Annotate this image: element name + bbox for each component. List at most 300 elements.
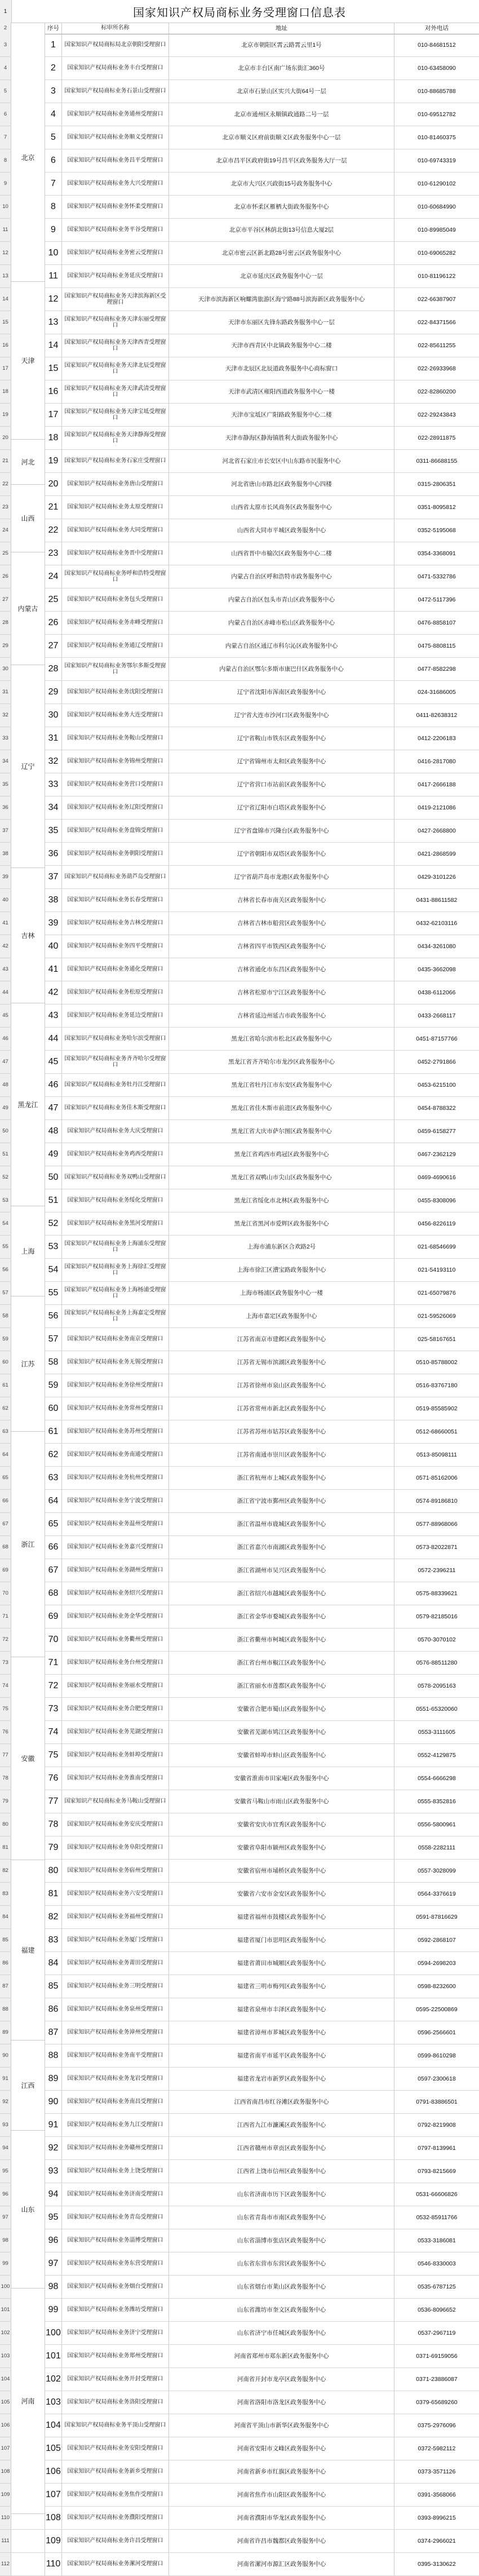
table-row xyxy=(0,889,479,912)
phone-cell: 0454-8788322 xyxy=(418,1104,456,1112)
address-cell: 上海市杨浦区政务服务中心一楼 xyxy=(169,1282,394,1304)
phone-cell: 0379-65689260 xyxy=(416,2398,458,2406)
table-row xyxy=(0,496,479,519)
seq-cell: 108 xyxy=(45,2507,62,2529)
name-cell: 国家知识产权局商标业务淮南受理窗口 xyxy=(62,1767,169,1790)
seq-cell: 15 xyxy=(45,357,62,380)
seq-cell: 14 xyxy=(45,334,62,357)
province-cell xyxy=(11,2530,45,2552)
phone-cell: 0435-3662098 xyxy=(418,966,456,973)
address-cell: 山东省潍坊市奎文区政务服务中心 xyxy=(169,2299,394,2321)
name-cell: 国家知识产权局商标业务密云受理窗口 xyxy=(62,242,169,264)
table-row xyxy=(0,2299,479,2322)
name-cell: 国家知识产权局商标业务朝阳受理窗口 xyxy=(62,843,169,865)
address-cell: 上海市徐汇区漕宝路政务服务中心 xyxy=(169,1259,394,1281)
seq-cell: 24 xyxy=(45,565,62,588)
phone-cell: 021-59526069 xyxy=(418,1312,456,1320)
address-cell: 山西省太原市长风商务区政务服务中心 xyxy=(169,496,394,519)
table-row xyxy=(0,1305,479,1328)
name-cell: 国家知识产权局商标业务宿州受理窗口 xyxy=(62,1860,169,1882)
seq-cell: 34 xyxy=(45,796,62,819)
phone-cell: 0456-8226119 xyxy=(418,1220,456,1227)
name-cell: 国家知识产权局商标局北京朝阳受理窗口 xyxy=(62,34,169,56)
table-row xyxy=(0,288,479,311)
seq-cell: 48 xyxy=(45,1120,62,1143)
phone-cell: 0573-82022871 xyxy=(416,1543,458,1551)
row-number: 100 xyxy=(0,2276,11,2298)
phone-cell: 0595-22500869 xyxy=(416,2006,458,2013)
table-row xyxy=(0,1952,479,1975)
row-number: 102 xyxy=(0,2322,11,2344)
seq-cell: 85 xyxy=(45,1975,62,1998)
province-group: 上海 xyxy=(11,1206,45,1296)
address-cell: 河南省安阳市文峰区政务服务中心 xyxy=(169,2437,394,2460)
phone-cell: 0438-6112066 xyxy=(418,989,456,996)
seq-cell: 51 xyxy=(45,1189,62,1212)
table-row xyxy=(0,519,479,542)
name-cell: 国家知识产权局商标业务怀柔受理窗口 xyxy=(62,196,169,218)
seq-cell: 36 xyxy=(45,843,62,865)
table-row xyxy=(0,1929,479,1952)
row-number: 1 xyxy=(0,0,12,23)
name-cell: 国家知识产权局商标业务三明受理窗口 xyxy=(62,1975,169,1998)
name-cell: 国家知识产权局商标业务福州受理窗口 xyxy=(62,1906,169,1928)
address-cell: 辽宁省葫芦岛市龙港区政务服务中心 xyxy=(169,866,394,888)
phone-cell: 0476-8858107 xyxy=(418,619,456,626)
name-cell: 国家知识产权局商标业务嘉兴受理窗口 xyxy=(62,1536,169,1559)
name-cell: 国家知识产权局商标业务哈尔滨受理窗口 xyxy=(62,1028,169,1050)
phone-cell: 0599-8610298 xyxy=(418,2052,456,2059)
phone-cell: 025-58167651 xyxy=(418,1335,456,1343)
name-cell: 国家知识产权局商标业务葫芦岛受理窗口 xyxy=(62,866,169,888)
name-cell: 国家知识产权局商标业务上海嘉定受理窗口 xyxy=(62,1305,169,1327)
name-cell: 国家知识产权局商标业务沈阳受理窗口 xyxy=(62,681,169,703)
row-number: 20 xyxy=(0,427,11,449)
address-cell: 福建省龙岩市新罗区政务服务中心 xyxy=(169,2068,394,2090)
phone-cell: 0537-2967119 xyxy=(418,2329,456,2336)
row-number: 47 xyxy=(0,1051,11,1073)
address-cell: 河南省濮阳市华龙区政务服务中心 xyxy=(169,2507,394,2529)
address-cell: 安徽省合肥市蜀山区政务服务中心 xyxy=(169,1698,394,1720)
seq-cell: 21 xyxy=(45,496,62,519)
seq-cell: 27 xyxy=(45,635,62,657)
phone-cell: 021-65079876 xyxy=(418,1289,456,1296)
seq-cell: 11 xyxy=(45,265,62,287)
name-cell: 国家知识产权局商标业务赣州受理窗口 xyxy=(62,2137,169,2159)
address-cell: 内蒙古自治区包头市青山区政务服务中心 xyxy=(169,588,394,611)
row-number: 13 xyxy=(0,265,11,287)
table-row xyxy=(0,1652,479,1675)
phone-cell: 0419-2121086 xyxy=(418,804,456,811)
name-cell: 国家知识产权局商标业务大兴受理窗口 xyxy=(62,172,169,195)
row-number: 112 xyxy=(0,2553,11,2575)
table-row xyxy=(0,1259,479,1282)
row-number: 39 xyxy=(0,866,11,888)
row-number: 95 xyxy=(0,2160,11,2183)
table-row xyxy=(0,427,479,450)
province-group: 河南 xyxy=(11,2289,45,2514)
name-cell: 国家知识产权局商标业务上饶受理窗口 xyxy=(62,2160,169,2183)
name-cell: 国家知识产权局商标业务齐齐哈尔受理窗口 xyxy=(62,1051,169,1073)
row-number: 50 xyxy=(0,1120,11,1143)
seq-cell: 29 xyxy=(45,681,62,703)
phone-cell: 0452-2791866 xyxy=(418,1058,456,1065)
phone-cell: 0576-88511280 xyxy=(416,1659,458,1666)
address-cell: 浙江省嘉兴市南湖区政务服务中心 xyxy=(169,1536,394,1559)
row-number: 35 xyxy=(0,773,11,796)
row-number: 87 xyxy=(0,1975,11,1998)
phone-cell: 010-60684990 xyxy=(418,203,456,210)
name-cell: 国家知识产权局商标业务济宁受理窗口 xyxy=(62,2322,169,2344)
phone-cell: 0421-2868599 xyxy=(418,850,456,857)
seq-cell: 2 xyxy=(45,57,62,79)
seq-cell: 3 xyxy=(45,80,62,103)
table-row xyxy=(0,1374,479,1397)
address-cell: 北京市石景山区实兴大街64号一层 xyxy=(169,80,394,103)
seq-cell: 18 xyxy=(45,427,62,449)
phone-cell: 024-31686005 xyxy=(418,688,456,696)
phone-cell: 0393-8996215 xyxy=(418,2514,456,2521)
phone-cell: 010-89985049 xyxy=(418,226,456,233)
name-cell: 国家知识产权局商标业务天津滨海新区受理窗口 xyxy=(62,288,169,311)
seq-cell: 75 xyxy=(45,1744,62,1767)
row-number: 16 xyxy=(0,334,11,357)
address-cell: 吉林省通化市东昌区政务服务中心 xyxy=(169,958,394,981)
name-cell: 国家知识产权局商标业务长春受理窗口 xyxy=(62,889,169,911)
address-cell: 黑龙江省哈尔滨市松北区政务服务中心 xyxy=(169,1028,394,1050)
province-group: 山西 xyxy=(11,485,45,552)
row-number: 33 xyxy=(0,727,11,750)
address-cell: 山东省济宁市任城区政务服务中心 xyxy=(169,2322,394,2344)
row-number: 64 xyxy=(0,1444,11,1466)
seq-cell: 20 xyxy=(45,473,62,495)
name-cell: 国家知识产权局商标业务盘锦受理窗口 xyxy=(62,820,169,842)
seq-cell: 46 xyxy=(45,1074,62,1096)
province-group: 吉林 xyxy=(11,868,45,1003)
name-cell: 国家知识产权局商标业务洛阳受理窗口 xyxy=(62,2391,169,2414)
address-cell: 黑龙江省佳木斯市前进区政务服务中心 xyxy=(169,1097,394,1119)
address-cell: 浙江省绍兴市越城区政务服务中心 xyxy=(169,1582,394,1605)
seq-cell: 79 xyxy=(45,1836,62,1859)
seq-cell: 54 xyxy=(45,1259,62,1281)
name-cell: 国家知识产权局商标业务呼和浩特受理窗口 xyxy=(62,565,169,588)
address-cell: 内蒙古自治区通辽市科尔沁区政务服务中心 xyxy=(169,635,394,657)
name-cell: 国家知识产权局商标业务太原受理窗口 xyxy=(62,496,169,519)
name-cell: 国家知识产权局商标业务湖州受理窗口 xyxy=(62,1559,169,1582)
table-row xyxy=(0,2021,479,2044)
address-cell: 浙江省金华市婺城区政务服务中心 xyxy=(169,1605,394,1628)
seq-cell: 60 xyxy=(45,1397,62,1420)
row-number: 43 xyxy=(0,958,11,981)
row-number: 67 xyxy=(0,1513,11,1535)
table-row xyxy=(0,1883,479,1906)
name-cell: 国家知识产权局商标业务平顶山受理窗口 xyxy=(62,2414,169,2437)
seq-cell: 57 xyxy=(45,1328,62,1351)
header-phone: 对外电话 xyxy=(425,24,449,32)
address-cell: 黑龙江省双鸭山市尖山区政务服务中心 xyxy=(169,1166,394,1189)
seq-cell: 78 xyxy=(45,1813,62,1836)
address-cell: 安徽省安庆市宜秀区政务服务中心 xyxy=(169,1813,394,1836)
row-number: 45 xyxy=(0,1004,11,1027)
name-cell: 国家知识产权局商标业务天津宝坻受理窗口 xyxy=(62,404,169,426)
table-row xyxy=(0,635,479,658)
table-row xyxy=(0,2114,479,2137)
row-number: 24 xyxy=(0,519,11,542)
table-row xyxy=(0,1790,479,1813)
address-cell: 山东省东营市东营区政务服务中心 xyxy=(169,2252,394,2275)
row-number: 40 xyxy=(0,889,11,911)
province-group: 山东 xyxy=(11,2131,45,2289)
name-cell: 国家知识产权局商标业务开封受理窗口 xyxy=(62,2368,169,2391)
address-cell: 河南省漯河市源汇区政务服务中心 xyxy=(169,2553,394,2575)
phone-cell: 0417-2666188 xyxy=(418,781,456,788)
table-row xyxy=(0,588,479,612)
seq-cell: 8 xyxy=(45,196,62,218)
address-cell: 江西省赣州市章贡区政务服务中心 xyxy=(169,2137,394,2159)
seq-cell: 64 xyxy=(45,1490,62,1512)
phone-cell: 010-84681512 xyxy=(418,41,456,48)
name-cell: 国家知识产权局商标业务石家庄受理窗口 xyxy=(62,450,169,472)
address-cell: 吉林省长春市南关区政务服务中心 xyxy=(169,889,394,911)
row-number: 97 xyxy=(0,2206,11,2229)
row-number: 19 xyxy=(0,404,11,426)
table-row xyxy=(0,565,479,588)
address-cell: 河南省许昌市魏都区政务服务中心 xyxy=(169,2530,394,2552)
seq-cell: 90 xyxy=(45,2091,62,2113)
table-row xyxy=(0,80,479,103)
phone-cell: 0793-8215669 xyxy=(418,2167,456,2175)
seq-cell: 59 xyxy=(45,1374,62,1397)
address-cell: 天津市北辰区北辰道政务服务中心商标窗口 xyxy=(169,357,394,380)
address-cell: 辽宁省辽阳市白塔区政务服务中心 xyxy=(169,796,394,819)
address-cell: 安徽省淮南市田家庵区政务服务中心 xyxy=(169,1767,394,1790)
phone-cell: 0792-8219908 xyxy=(418,2121,456,2128)
seq-cell: 67 xyxy=(45,1559,62,1582)
table-row xyxy=(0,1582,479,1605)
address-cell: 天津市武清区雍阳西道政务服务中心一楼 xyxy=(169,380,394,403)
phone-cell: 0427-2668800 xyxy=(418,827,456,834)
phone-cell: 0374-2966021 xyxy=(418,2537,456,2544)
name-cell: 国家知识产权局商标业务淄博受理窗口 xyxy=(62,2229,169,2252)
name-cell: 国家知识产权局商标业务黑河受理窗口 xyxy=(62,1212,169,1235)
name-cell: 国家知识产权局商标业务南京受理窗口 xyxy=(62,1328,169,1351)
row-number: 75 xyxy=(0,1698,11,1720)
phone-cell: 0351-8095812 xyxy=(418,503,456,511)
table-row xyxy=(0,2068,479,2091)
name-cell: 国家知识产权局商标业务徐州受理窗口 xyxy=(62,1374,169,1397)
name-cell: 国家知识产权局商标业务莆田受理窗口 xyxy=(62,1952,169,1975)
address-cell: 江苏省苏州市姑苏区政务服务中心 xyxy=(169,1420,394,1443)
seq-cell: 25 xyxy=(45,588,62,611)
name-cell: 国家知识产权局商标业务包头受理窗口 xyxy=(62,588,169,611)
seq-cell: 9 xyxy=(45,219,62,241)
row-number: 99 xyxy=(0,2252,11,2275)
seq-cell: 73 xyxy=(45,1698,62,1720)
row-number: 65 xyxy=(0,1467,11,1489)
table-row xyxy=(0,219,479,242)
address-cell: 吉林省吉林市船营区政务服务中心 xyxy=(169,912,394,935)
name-cell: 国家知识产权局商标业务衢州受理窗口 xyxy=(62,1628,169,1651)
table-row xyxy=(0,542,479,565)
seq-cell: 19 xyxy=(45,450,62,472)
address-cell: 河南省洛阳市洛龙区政务服务中心 xyxy=(169,2391,394,2414)
table-row xyxy=(0,196,479,219)
phone-cell: 0315-2806351 xyxy=(418,480,456,488)
table-row xyxy=(0,1467,479,1490)
seq-cell: 5 xyxy=(45,126,62,149)
table-row xyxy=(0,1744,479,1767)
phone-cell: 0467-2362129 xyxy=(418,1150,456,1158)
phone-cell: 0596-2566601 xyxy=(418,2029,456,2036)
row-number: 60 xyxy=(0,1351,11,1374)
seq-cell: 23 xyxy=(45,542,62,565)
address-cell: 北京市朝阳区霄云路霄云里1号 xyxy=(169,34,394,56)
table-row xyxy=(0,796,479,820)
seq-cell: 10 xyxy=(45,242,62,264)
name-cell: 国家知识产权局商标业务厦门受理窗口 xyxy=(62,1929,169,1951)
name-cell: 国家知识产权局商标业务九江受理窗口 xyxy=(62,2114,169,2136)
phone-cell: 022-29243843 xyxy=(418,411,456,418)
name-cell: 国家知识产权局商标业务天津北辰受理窗口 xyxy=(62,357,169,380)
table-row xyxy=(0,172,479,196)
row-number: 59 xyxy=(0,1328,11,1351)
phone-cell: 0571-85162006 xyxy=(416,1474,458,1481)
row-number: 14 xyxy=(0,288,11,311)
name-cell: 国家知识产权局商标业务泉州受理窗口 xyxy=(62,1998,169,2021)
table-row xyxy=(0,981,479,1004)
phone-cell: 0512-68660051 xyxy=(416,1428,458,1435)
address-cell: 河南省平顶山市新华区政务服务中心 xyxy=(169,2414,394,2437)
table-row xyxy=(0,1212,479,1236)
phone-cell: 0592-2868107 xyxy=(418,1936,456,1944)
table-row xyxy=(0,334,479,357)
table-row xyxy=(0,2160,479,2183)
table-row xyxy=(0,1860,479,1883)
table-row xyxy=(0,2414,479,2437)
row-number: 81 xyxy=(0,1836,11,1859)
phone-cell: 0546-8330003 xyxy=(418,2260,456,2267)
seq-cell: 110 xyxy=(45,2553,62,2575)
address-cell: 山西省大同市平城区政务服务中心 xyxy=(169,519,394,542)
address-cell: 浙江省台州市椒江区政务服务中心 xyxy=(169,1652,394,1674)
row-number: 77 xyxy=(0,1744,11,1767)
row-number: 108 xyxy=(0,2460,11,2483)
address-cell: 山东省济南市历下区政务服务中心 xyxy=(169,2183,394,2206)
seq-cell: 84 xyxy=(45,1952,62,1975)
seq-cell: 99 xyxy=(45,2299,62,2321)
name-cell: 国家知识产权局商标业务蚌埠受理窗口 xyxy=(62,1744,169,1767)
name-cell: 国家知识产权局商标业务六安受理窗口 xyxy=(62,1883,169,1905)
table-row xyxy=(0,727,479,750)
address-cell: 辽宁省朝阳市双塔区政务服务中心 xyxy=(169,843,394,865)
name-cell: 国家知识产权局商标业务大庆受理窗口 xyxy=(62,1120,169,1143)
row-number: 85 xyxy=(0,1929,11,1951)
seq-cell: 62 xyxy=(45,1444,62,1466)
row-number: 15 xyxy=(0,311,11,334)
seq-cell: 87 xyxy=(45,2021,62,2044)
name-cell: 国家知识产权局商标业务锦州受理窗口 xyxy=(62,750,169,773)
address-cell: 黑龙江省牡丹江市东安区政务服务中心 xyxy=(169,1074,394,1096)
phone-cell: 0553-3111605 xyxy=(418,1728,456,1736)
address-cell: 安徽省马鞍山市雨山区政务服务中心 xyxy=(169,1790,394,1813)
address-cell: 天津市滨海新区响螺湾旅游区海宁路88号滨海新区政务服务中心 xyxy=(169,288,394,311)
phone-cell: 0395-3130622 xyxy=(418,2560,456,2568)
address-cell: 河南省焦作市山阳区政务服务中心 xyxy=(169,2484,394,2506)
phone-cell: 010-69512782 xyxy=(418,110,456,118)
name-cell: 国家知识产权局商标业务安阳受理窗口 xyxy=(62,2437,169,2460)
table-row xyxy=(0,1721,479,1744)
name-cell: 国家知识产权局商标业务天津静海受理窗口 xyxy=(62,427,169,449)
phone-cell: 022-66387907 xyxy=(418,295,456,303)
address-cell: 山东省淄博市张店区政务服务中心 xyxy=(169,2229,394,2252)
phone-cell: 0431-88611582 xyxy=(416,896,458,904)
seq-cell: 106 xyxy=(45,2460,62,2483)
province-group: 北京 xyxy=(11,34,45,282)
name-cell: 国家知识产权局商标业务焦作受理窗口 xyxy=(62,2484,169,2506)
name-cell: 国家知识产权局商标业务郑州受理窗口 xyxy=(62,2345,169,2367)
phone-cell: 0532-85911766 xyxy=(416,2214,458,2221)
name-cell: 国家知识产权局商标业务漯河受理窗口 xyxy=(62,2553,169,2575)
address-cell: 江苏省南通市崇川区政务服务中心 xyxy=(169,1444,394,1466)
seq-cell: 40 xyxy=(45,935,62,958)
row-number: 74 xyxy=(0,1675,11,1697)
row-number: 83 xyxy=(0,1883,11,1905)
seq-cell: 47 xyxy=(45,1097,62,1119)
address-cell: 福建省莆田市城厢区政务服务中心 xyxy=(169,1952,394,1975)
phone-cell: 0459-6158277 xyxy=(418,1127,456,1135)
address-cell: 江西省南昌市红谷滩区政务服务中心 xyxy=(169,2091,394,2113)
row-number: 54 xyxy=(0,1212,11,1235)
row-number: 31 xyxy=(0,681,11,703)
row-number: 62 xyxy=(0,1397,11,1420)
row-number: 88 xyxy=(0,1998,11,2021)
province-group: 天津 xyxy=(11,282,45,440)
name-cell: 国家知识产权局商标业务昌平受理窗口 xyxy=(62,149,169,172)
table-row xyxy=(0,1074,479,1097)
seq-cell: 80 xyxy=(45,1860,62,1882)
header-row xyxy=(0,23,479,34)
name-cell: 国家知识产权局商标业务延庆受理窗口 xyxy=(62,265,169,287)
address-cell: 北京市怀柔区雁栖大街政务服务中心 xyxy=(169,196,394,218)
table-row xyxy=(0,1698,479,1721)
row-number: 58 xyxy=(0,1305,11,1327)
row-number: 70 xyxy=(0,1582,11,1605)
row-number: 37 xyxy=(0,820,11,842)
table-row xyxy=(0,1143,479,1166)
table-row xyxy=(0,1490,479,1513)
table-row xyxy=(0,2322,479,2345)
phone-cell: 0411-82638312 xyxy=(416,711,458,719)
name-cell: 国家知识产权局商标业务辽阳受理窗口 xyxy=(62,796,169,819)
phone-cell: 0536-8096652 xyxy=(418,2306,456,2313)
seq-cell: 17 xyxy=(45,404,62,426)
phone-cell: 0434-3261080 xyxy=(418,942,456,950)
address-cell: 内蒙古自治区呼和浩特市政务服务中心 xyxy=(169,565,394,588)
table-row xyxy=(0,404,479,427)
seq-cell: 94 xyxy=(45,2183,62,2206)
phone-cell: 0578-2095163 xyxy=(418,1682,456,1689)
name-cell: 国家知识产权局商标业务赤峰受理窗口 xyxy=(62,612,169,634)
phone-cell: 0433-2668117 xyxy=(418,1012,456,1019)
phone-cell: 022-85611255 xyxy=(418,342,456,349)
row-number: 30 xyxy=(0,658,11,680)
phone-cell: 010-61290102 xyxy=(418,180,456,187)
name-cell: 国家知识产权局商标业务金华受理窗口 xyxy=(62,1605,169,1628)
address-cell: 上海市嘉定区政务服务中心 xyxy=(169,1305,394,1327)
row-number: 11 xyxy=(0,219,11,241)
row-number: 32 xyxy=(0,704,11,727)
address-cell: 辽宁省大连市沙河口区政务服务中心 xyxy=(169,704,394,727)
